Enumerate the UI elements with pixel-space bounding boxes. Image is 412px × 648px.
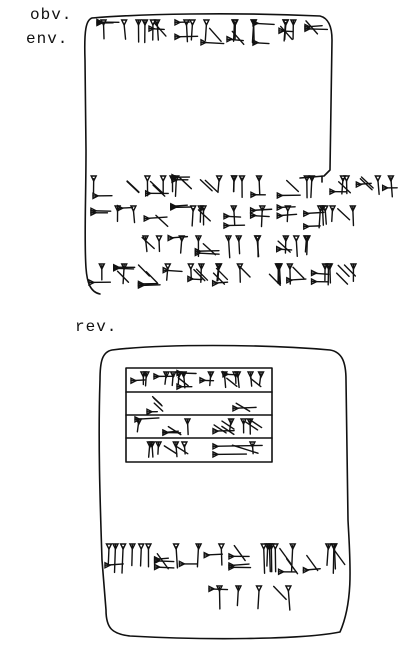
- obverse-line-4-sign: [163, 264, 182, 280]
- obverse-line-4-sign: [337, 264, 356, 284]
- obverse-line-2-sign: [144, 215, 168, 226]
- obverse-line-2-sign: [251, 206, 272, 227]
- obverse-line-3-sign: [304, 236, 310, 255]
- seal-line-3-sign: [213, 419, 234, 434]
- obverse-line-1-sign: [383, 176, 397, 197]
- obverse-line-3-sign: [226, 236, 241, 258]
- obverse-line-4-sign: [237, 264, 250, 282]
- seal-line-3-sign: [135, 417, 159, 432]
- obverse-top-sign: [251, 20, 274, 45]
- obverse-line-3-sign: [277, 236, 299, 256]
- envelope-label: env.: [26, 30, 69, 48]
- reverse-label: rev.: [75, 318, 118, 336]
- reverse-bottom-line-1-sign: [105, 544, 126, 573]
- seal-line-1-sign: [131, 372, 149, 386]
- seal-line-1-sign: [222, 372, 240, 388]
- reverse-bottom-line-1-sign: [155, 544, 179, 569]
- obverse-top-sign: [175, 20, 198, 42]
- obverse-line-3-sign: [142, 236, 161, 251]
- obverse-line-1-sign: [145, 176, 168, 196]
- obverse-top-sign: [97, 20, 119, 39]
- obverse-line-1-sign: [170, 175, 191, 197]
- obverse-line-4-sign: [188, 264, 208, 282]
- obverse-line-1-sign: [200, 176, 221, 192]
- obverse-label: obv.: [30, 6, 73, 24]
- reverse-bottom-line-1-sign: [204, 544, 224, 565]
- reverse-bottom-line-2-sign: [209, 586, 227, 609]
- seal-line-4-sign: [147, 442, 161, 457]
- reverse-bottom-line-1-sign: [303, 556, 320, 573]
- obverse-line-1-sign: [91, 176, 112, 198]
- obverse-line-3-sign: [168, 236, 187, 254]
- obverse-line-4-sign: [213, 264, 228, 286]
- obverse-top-sign: [227, 20, 244, 44]
- reverse-bottom-lines: [105, 544, 345, 610]
- seal-line-3-sign: [163, 419, 190, 435]
- obverse-top-sign: [149, 20, 166, 40]
- obverse-line-2-sign: [198, 206, 210, 225]
- obverse-line-4-sign: [287, 264, 306, 284]
- reverse-bottom-line-1-sign: [279, 544, 298, 574]
- obverse-line-2-sign: [171, 204, 196, 226]
- obverse-line-4-sign: [138, 265, 160, 288]
- seal-line-4-sign: [164, 442, 187, 457]
- obverse-line-3-sign: [255, 236, 261, 257]
- reverse-bottom-line-1-sign: [179, 544, 201, 567]
- seal-line-1-sign: [200, 372, 213, 385]
- seal-line-4-sign: [213, 442, 262, 457]
- obverse-line-3-sign: [195, 236, 219, 256]
- reverse-bottom-line-1-sign: [261, 544, 278, 573]
- obverse-line-2-sign: [91, 208, 111, 215]
- obverse-line-4-sign: [114, 264, 135, 284]
- obverse-line-1-sign: [356, 176, 380, 194]
- reverse-bottom-line-1-sign: [130, 544, 151, 567]
- obverse-top-sign: [279, 20, 296, 41]
- obverse-line-2-sign: [304, 206, 328, 229]
- obverse-line-2-sign: [115, 206, 136, 223]
- reverse-tablet-outline: [99, 346, 350, 639]
- reverse-bottom-line-2-sign: [274, 586, 291, 610]
- obverse-line-1-sign: [330, 176, 350, 194]
- seal-line-2-sign: [147, 397, 163, 415]
- seal-line-3-sign: [241, 419, 262, 434]
- obverse-line-2-sign: [224, 206, 245, 228]
- reverse-bottom-line-1-sign: [326, 544, 345, 573]
- obverse-line-4-sign: [269, 264, 282, 285]
- obverse-top-sign: [201, 20, 224, 45]
- seal-inscription: [131, 370, 264, 457]
- obverse-line-1-sign: [127, 181, 139, 192]
- seal-line-2-sign: [233, 403, 256, 411]
- obverse-line-4-sign: [89, 264, 110, 285]
- obverse-top-sign: [122, 20, 148, 42]
- obverse-line-1-sign: [304, 176, 314, 198]
- obverse-line-1-sign: [251, 176, 265, 197]
- obverse-top-line: [97, 20, 327, 46]
- reverse-bottom-line-2-sign: [236, 586, 262, 609]
- obverse-line-1-sign: [277, 181, 300, 198]
- seal-line-1-sign: [248, 372, 264, 387]
- obverse-line-1-sign: [232, 176, 245, 197]
- seal-line-1-sign: [154, 372, 176, 385]
- seal-line-1-sign: [177, 370, 197, 389]
- obverse-top-sign: [305, 21, 327, 34]
- obverse-lower-lines: [89, 175, 397, 288]
- obverse-line-2-sign: [277, 205, 296, 222]
- obverse-tablet-outline: [85, 14, 332, 294]
- obverse-line-4-sign: [312, 264, 333, 285]
- reverse-bottom-line-1-sign: [229, 546, 251, 570]
- obverse-line-2-sign: [330, 206, 355, 226]
